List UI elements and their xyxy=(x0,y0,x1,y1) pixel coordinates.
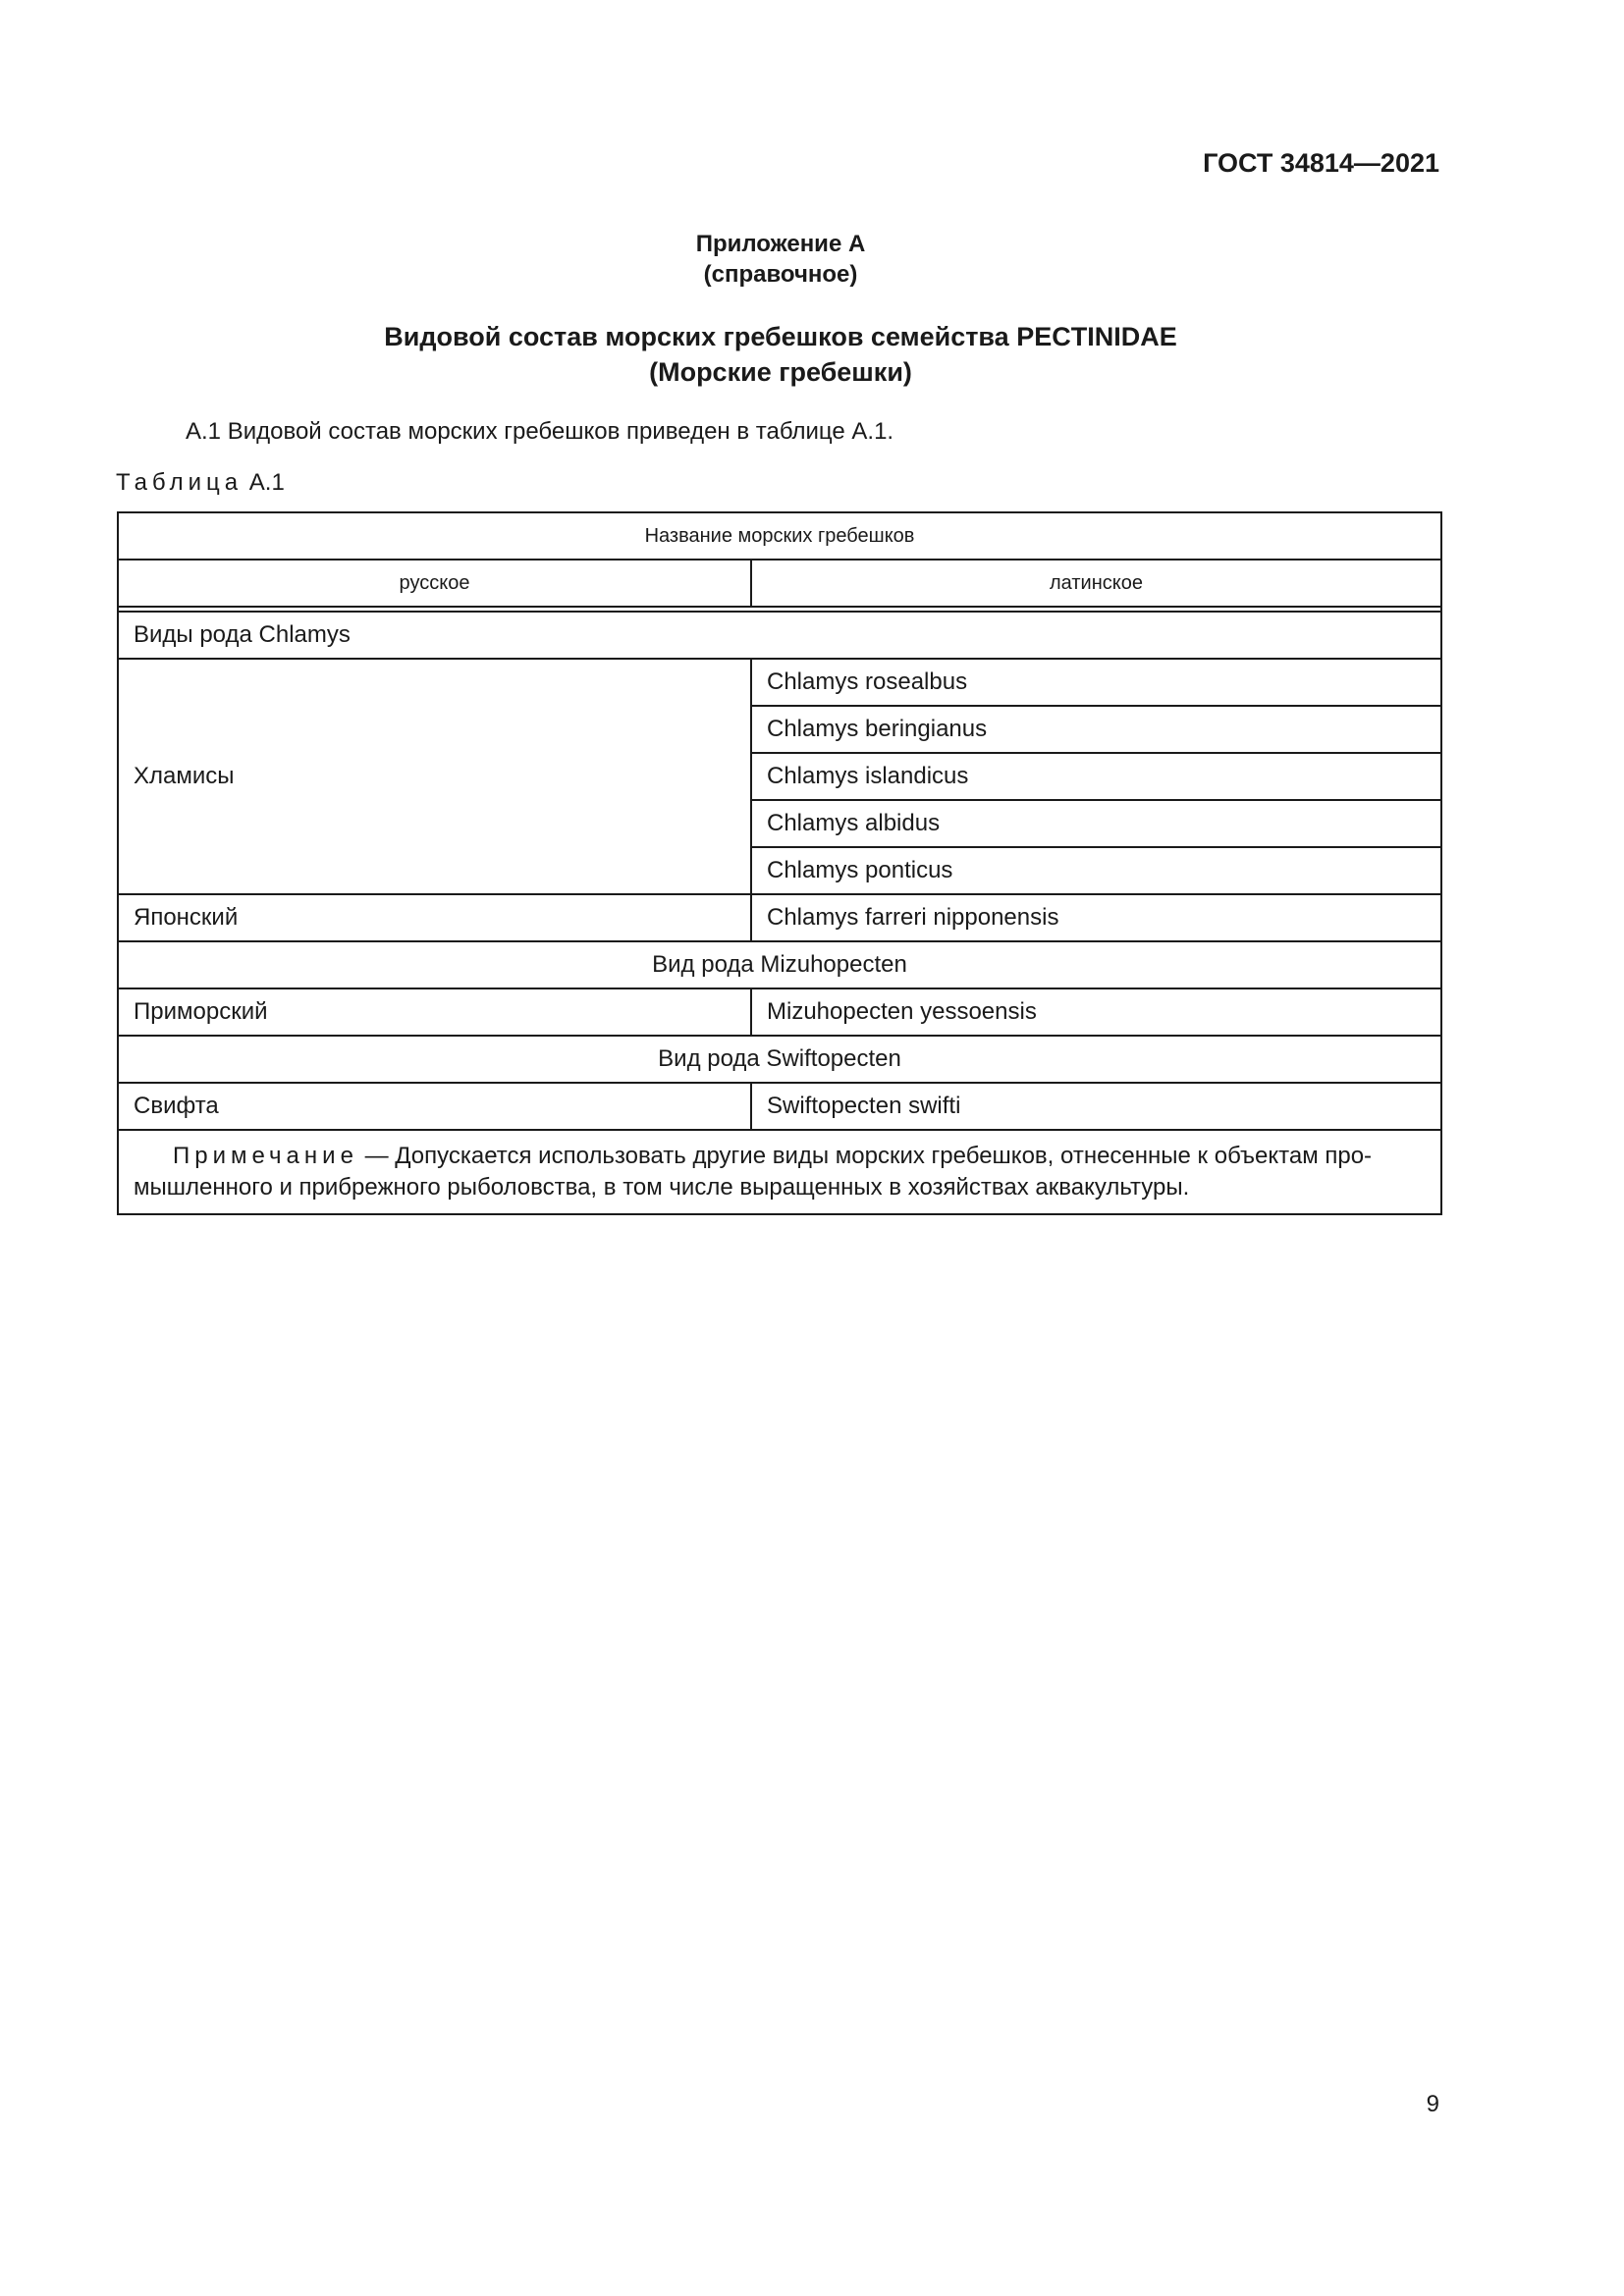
note-label: Примечание xyxy=(173,1143,358,1169)
table-caption-number: А.1 xyxy=(248,469,285,496)
document-code: ГОСТ 34814—2021 xyxy=(1203,148,1439,178)
russian-name: Японский xyxy=(118,894,751,941)
table-subheader-row xyxy=(118,560,1441,607)
table-row xyxy=(118,894,1441,941)
latin-name: Chlamys islandicus xyxy=(751,753,1441,800)
table-header-row xyxy=(118,512,1441,560)
table-note xyxy=(118,1130,1441,1214)
section-title xyxy=(0,319,1561,390)
russian-name-hlamisy: Хламисы xyxy=(118,659,751,894)
appendix-title: Приложение А xyxy=(695,231,866,257)
latin-name: Chlamys albidus xyxy=(751,800,1441,847)
latin-name: Swiftopecten swifti xyxy=(751,1083,1441,1130)
note-text: — Допускается использовать другие виды морских гребешков, отнесенные к объектам про-мышленного и прибрежного рыболовства, в том числе выращенных в хозяйствах аквакультуры. xyxy=(134,1143,1373,1201)
section-title-line2: (Морские гребешки) xyxy=(649,357,912,387)
latin-name: Mizuhopecten yessoensis xyxy=(751,988,1441,1036)
appendix-heading xyxy=(0,229,1561,290)
table-row xyxy=(118,941,1441,988)
latin-name: Chlamys ponticus xyxy=(751,847,1441,894)
header-latin: латинское xyxy=(751,560,1441,607)
latin-name: Chlamys farreri nipponensis xyxy=(751,894,1441,941)
latin-name: Chlamys rosealbus xyxy=(751,659,1441,706)
latin-name: Chlamys beringianus xyxy=(751,706,1441,753)
table-row xyxy=(118,1083,1441,1130)
group-swiftopecten: Вид рода Swiftopecten xyxy=(118,1036,1441,1083)
group-mizuhopecten: Вид рода Mizuhopecten xyxy=(118,941,1441,988)
table-row xyxy=(118,988,1441,1036)
table-row xyxy=(118,659,1441,706)
table-caption-word: Таблица xyxy=(116,469,244,496)
species-table xyxy=(117,511,1442,1215)
page-number: 9 xyxy=(1426,2091,1439,2117)
group-chlamys: Виды рода Chlamys xyxy=(118,612,1441,659)
table-row xyxy=(118,1036,1441,1083)
header-names: Название морских гребешков xyxy=(118,512,1441,560)
table-caption xyxy=(116,469,285,497)
russian-name: Приморский xyxy=(118,988,751,1036)
header-russian: русское xyxy=(118,560,751,607)
section-title-line1: Видовой состав морских гребешков семейства PECTINIDAE xyxy=(384,322,1177,351)
table-note-row xyxy=(118,1130,1441,1214)
russian-name: Свифта xyxy=(118,1083,751,1130)
intro-paragraph: А.1 Видовой состав морских гребешков приведен в таблице А.1. xyxy=(186,418,894,445)
appendix-kind: (справочное) xyxy=(703,261,858,288)
table-row xyxy=(118,612,1441,659)
